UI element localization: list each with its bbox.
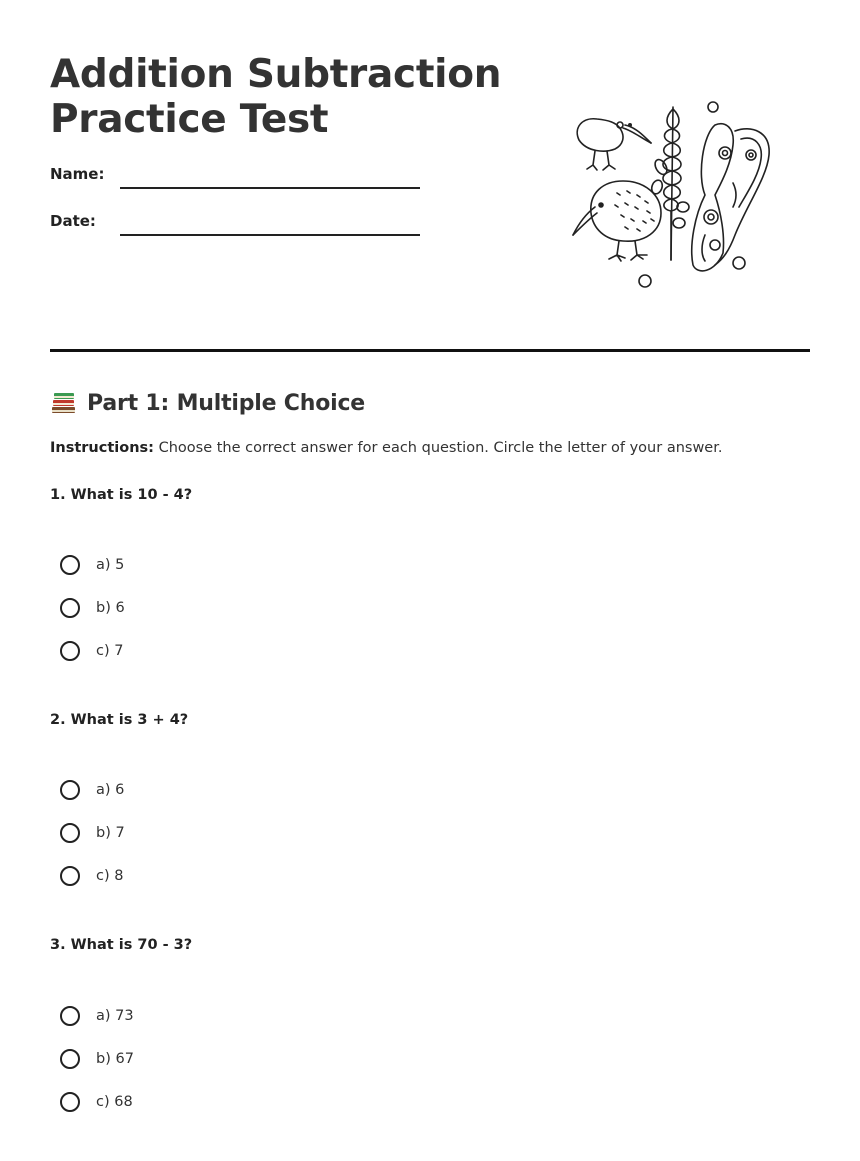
option-label: c) 68 (96, 1094, 133, 1110)
option-label: b) 7 (96, 825, 125, 841)
circle-decoration (639, 275, 651, 287)
kiwi-birds-and-fern-illustration (565, 95, 780, 295)
option-label: c) 8 (96, 868, 124, 884)
radio-circle-icon[interactable] (60, 555, 80, 575)
title-line-1: Addition Subtraction (50, 52, 502, 97)
name-label: Name: (50, 165, 105, 183)
option-label: a) 6 (96, 782, 125, 798)
question-1: 1. What is 10 - 4? (50, 487, 193, 503)
question-3: 3. What is 70 - 3? (50, 937, 193, 953)
radio-circle-icon[interactable] (60, 866, 80, 886)
section-heading (50, 388, 365, 418)
date-field[interactable] (120, 234, 420, 236)
question-2: 2. What is 3 + 4? (50, 712, 189, 728)
title-line-2: Practice Test (50, 97, 329, 142)
circle-decoration (708, 102, 718, 112)
fern-icon (650, 107, 689, 260)
radio-circle-icon[interactable] (60, 823, 80, 843)
radio-circle-icon[interactable] (60, 1006, 80, 1026)
date-label: Date: (50, 212, 96, 230)
page-title (50, 52, 510, 142)
circle-decoration (733, 257, 745, 269)
koru-carving-icon (692, 124, 769, 271)
option-label: a) 5 (96, 557, 125, 573)
name-field[interactable] (120, 187, 420, 189)
question-2-option-c[interactable] (60, 864, 123, 888)
instructions-text: Choose the correct answer for each question. Circle the letter of your answer. (153, 440, 723, 456)
instructions (50, 440, 830, 456)
radio-circle-icon[interactable] (60, 598, 80, 618)
radio-circle-icon[interactable] (60, 1092, 80, 1112)
radio-circle-icon[interactable] (60, 641, 80, 661)
radio-circle-icon[interactable] (60, 1049, 80, 1069)
question-1-option-a[interactable] (60, 553, 124, 577)
question-3-option-a[interactable] (60, 1004, 134, 1028)
question-1-option-c[interactable] (60, 639, 123, 663)
header-divider (50, 349, 810, 352)
question-3-option-c[interactable] (60, 1090, 133, 1114)
option-label: b) 67 (96, 1051, 134, 1067)
question-3-option-b[interactable] (60, 1047, 134, 1071)
option-label: c) 7 (96, 643, 124, 659)
radio-circle-icon[interactable] (60, 780, 80, 800)
section-title: Part 1: Multiple Choice (87, 390, 366, 416)
instructions-label: Instructions: (50, 440, 154, 456)
question-2-option-b[interactable] (60, 821, 125, 845)
option-label: a) 73 (96, 1008, 134, 1024)
large-kiwi-icon (573, 181, 661, 261)
books-icon (50, 390, 77, 416)
question-2-option-a[interactable] (60, 778, 124, 802)
question-1-option-b[interactable] (60, 596, 125, 620)
small-kiwi-icon (577, 119, 651, 170)
option-label: b) 6 (96, 600, 125, 616)
